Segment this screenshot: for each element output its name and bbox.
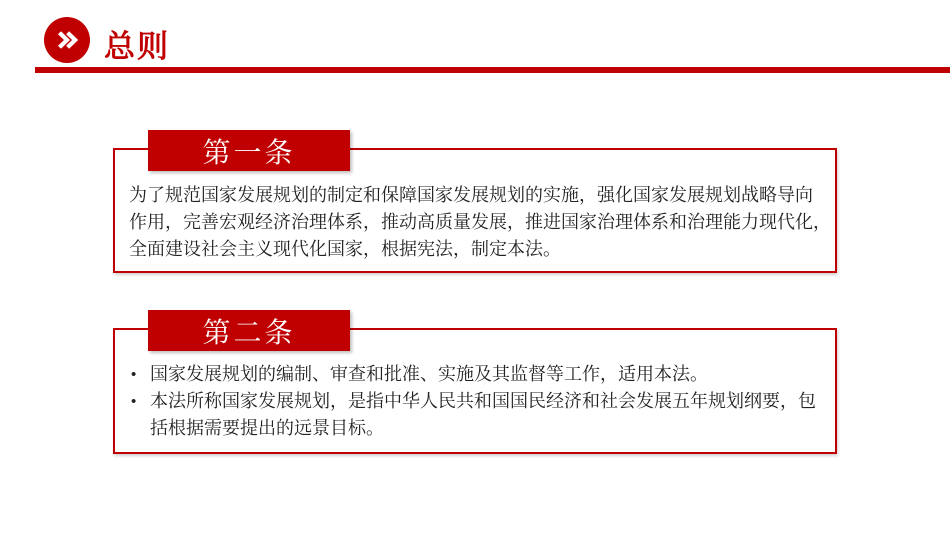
- header-divider: [35, 67, 950, 73]
- article-1-line: 为了规范国家发展规划的制定和保障国家发展规划的实施，强化国家发展规划战略导向: [129, 185, 813, 205]
- article-2-tab: [148, 310, 350, 351]
- bullet-icon: •: [131, 366, 137, 383]
- article-1-line: 全面建设社会主义现代化国家，根据宪法，制定本法。: [129, 239, 561, 259]
- article-2-box: [113, 316, 837, 454]
- article-1-box: [113, 136, 837, 273]
- article-1-tab: [148, 130, 350, 171]
- article-1-line: 作用，完善宏观经济治理体系，推动高质量发展，推进国家治理体系和治理能力现代化，: [129, 212, 831, 232]
- bullet-text: 本法所称国家发展规划，是指中华人民共和国国民经济和社会发展五年规划纲要，包括根据需要提出的远景目标。: [150, 391, 816, 438]
- list-item: [131, 388, 823, 442]
- list-item: [131, 361, 823, 388]
- bullet-icon: •: [131, 393, 137, 410]
- bullet-text: 国家发展规划的编制、审查和批准、实施及其监督等工作，适用本法。: [150, 364, 708, 384]
- page-title: 总则: [104, 29, 170, 64]
- double-chevron-icon: [44, 17, 90, 63]
- article-2-label: 第二条: [202, 316, 296, 348]
- article-1-label: 第一条: [202, 136, 296, 168]
